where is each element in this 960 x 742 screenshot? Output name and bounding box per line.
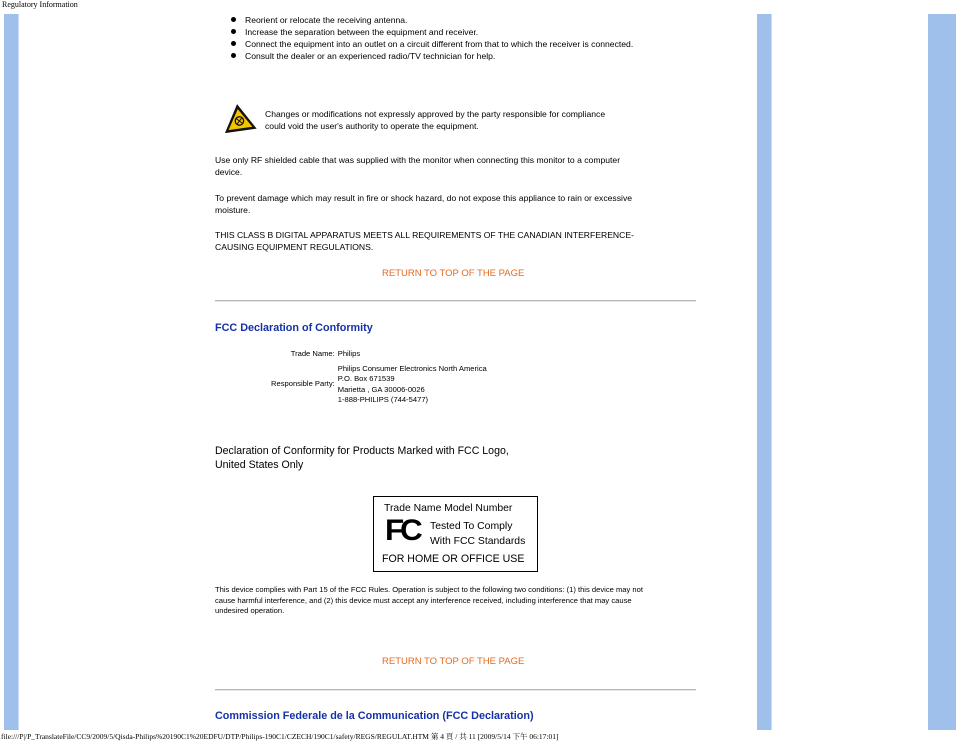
list-item: Consult the dealer or an experienced radio/TV technician for help. — [229, 50, 633, 62]
bullet-icon — [231, 53, 236, 58]
warning-text: Changes or modifications not expressly approved by the party responsible for compliance could void the user's authority to operate the equipment. — [265, 109, 606, 131]
return-to-top-link[interactable]: RETURN TO TOP OF THE PAGE — [382, 656, 525, 667]
list-item: Increase the separation between the equipment and receiver. — [229, 26, 633, 38]
fcc-declaration-table — [270, 349, 488, 406]
fcc-logo-footer: FOR HOME OR OFFICE USE — [382, 553, 525, 565]
responsible-party-label: Responsible Party: — [271, 379, 335, 389]
fcc-logo-header: Trade Name Model Number — [384, 503, 513, 514]
class-b-paragraph: THIS CLASS B DIGITAL APPARATUS MEETS ALL REQUIREMENTS OF THE CANADIAN INTERFERENCE- CAUSING EQUIPMENT REGULATIONS. — [215, 230, 634, 252]
bullet-icon — [231, 29, 236, 34]
list-item: Connect the equipment into an outlet on a circuit different from that to which the receiver is connected. — [229, 38, 633, 50]
trade-name-label: Trade Name: — [290, 349, 335, 358]
fcc-mark-icon: FC — [385, 514, 419, 547]
browser-tab-title: Regulatory Information — [2, 0, 78, 9]
interference-remedies-list — [229, 14, 633, 62]
fcc-compliance-logo — [373, 496, 538, 572]
table-row — [270, 364, 488, 406]
fcc-logo-standards: With FCC Standards — [430, 536, 526, 547]
moisture-paragraph: To prevent damage which may result in fire or shock hazard, do not expose this appliance to rain or excessive moisture. — [215, 193, 633, 215]
commission-heading: Commission Federale de la Communication (FCC Declaration) — [215, 710, 534, 722]
responsible-party-value: Philips Consumer Electronics North America P.O. Box 671539 Marietta , GA 30006-0026 1-888-PHILIPS (744-5477) — [337, 363, 487, 404]
trade-name-value: Philips — [337, 349, 361, 358]
bullet-icon — [231, 41, 236, 46]
warning-sign-icon — [220, 102, 258, 134]
section-divider — [215, 689, 696, 691]
section-divider — [215, 300, 696, 302]
fcc-declaration-heading: FCC Declaration of Conformity — [215, 322, 373, 334]
fcc-logo-tested: Tested To Comply — [430, 521, 513, 532]
rf-cable-paragraph: Use only RF shielded cable that was supplied with the monitor when connecting this monitor to a computer device. — [215, 155, 621, 177]
part15-paragraph: This device complies with Part 15 of the FCC Rules. Operation is subject to the following two conditions: (1) this device may not cause harmful interference, and (2) this device must accept any interference received, including interference that may cause undesired operation. — [215, 585, 643, 615]
footer-url: file:///P|/P_TranslateFile/CC9/2009/5/Qisda-Philips%20190C1%20EDFU/DTP/Philips-190C1/CZECH/190C1/safety/REGS/REGULAT.HTM 第 4 頁 / 共 11 [2009/5/14 下午 06:17:01] — [1, 732, 559, 741]
conformity-products-heading: Declaration of Conformity for Products Marked with FCC Logo, United States Only — [215, 445, 509, 471]
return-to-top-link[interactable]: RETURN TO TOP OF THE PAGE — [382, 268, 525, 279]
bullet-icon — [231, 17, 236, 22]
table-row — [270, 349, 488, 360]
list-item: Reorient or relocate the receiving antenna. — [229, 14, 633, 26]
